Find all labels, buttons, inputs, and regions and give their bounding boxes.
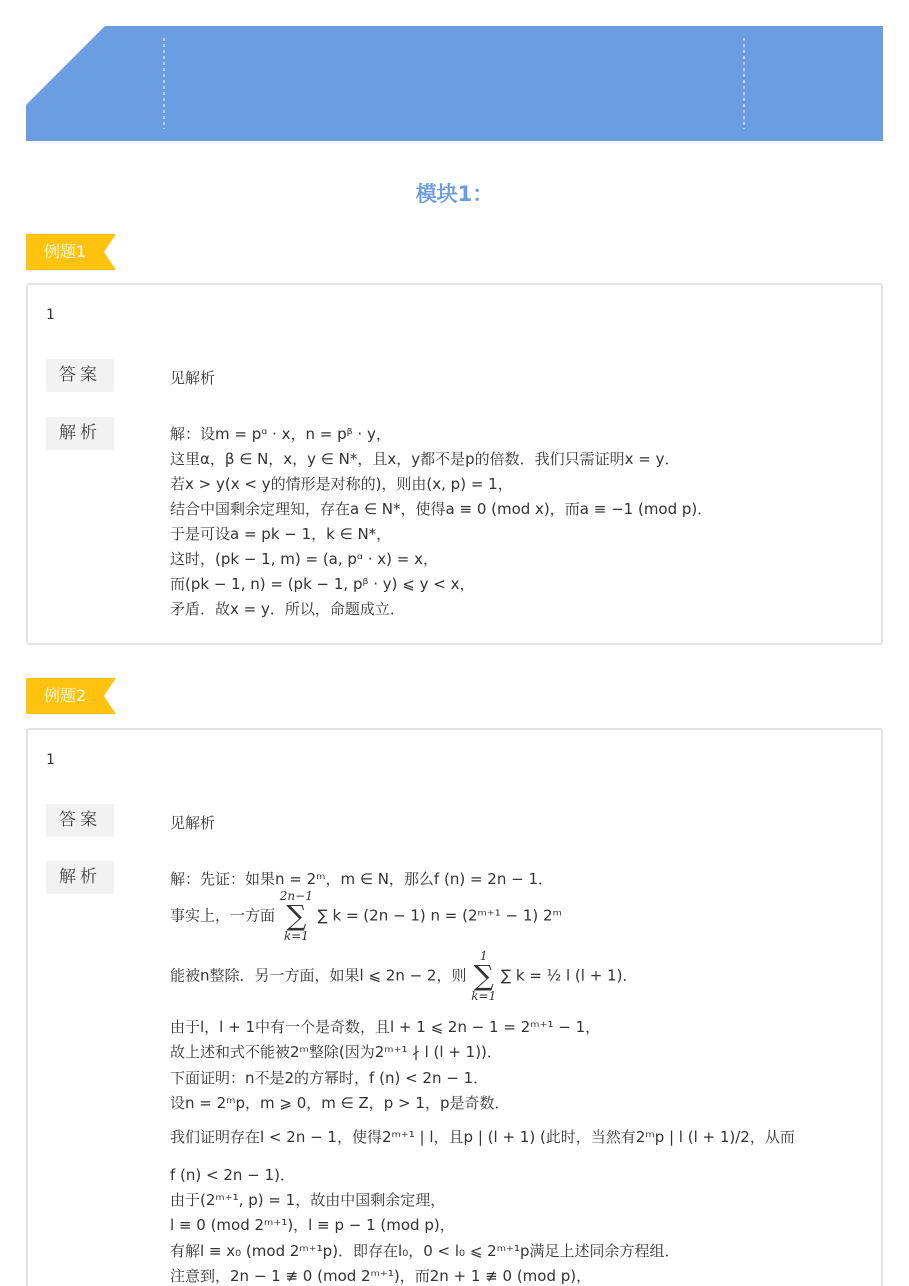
answer-label: 答案 (46, 804, 114, 837)
example-card-1 (26, 283, 883, 645)
analysis-label: 解析 (46, 861, 114, 894)
solution-text: 能被n整除．另一方面，如果l ⩽ 2n − 2，则 (170, 966, 467, 985)
solution-line: 而(pk − 1, n) = (pk − 1, pᵝ · y) ⩽ y < x， (170, 575, 475, 593)
sum-symbol: 2n−1 ∑ k=1 (279, 889, 313, 943)
solution-line: 由于l，l + 1中有一个是奇数，且l + 1 ⩽ 2n − 1 = 2ᵐ⁺¹ − 1， (170, 1018, 601, 1036)
sum-upper: 1 (479, 949, 488, 963)
sum-lower: k=1 (283, 929, 309, 943)
header-banner (26, 26, 883, 141)
solution-line: 解：先证：如果n = 2ᵐ，m ∈ N，那么f (n) = 2n − 1． (170, 870, 553, 888)
solution-line: 于是可设a = pk − 1，k ∈ N*， (170, 525, 392, 543)
solution-line: 我们证明存在l < 2n − 1，使得2ᵐ⁺¹ | l，且p | (l + 1) (此时，当然有2ᵐp | l (l + 1)/2，从而 (170, 1128, 795, 1146)
solution-line: 由于(2ᵐ⁺¹, p) = 1，故由中国剩余定理， (170, 1191, 446, 1209)
solution-line: 设n = 2ᵐp，m ⩾ 0，m ∈ Z，p > 1，p是奇数． (170, 1094, 510, 1112)
solution-line: 矛盾．故x = y．所以，命题成立． (170, 600, 405, 618)
solution-text: ∑ k = ½ l (l + 1)． (501, 966, 638, 985)
solution-line: 注意到，2n − 1 ≢ 0 (mod 2ᵐ⁺¹)，而2n + 1 ≢ 0 (mod p)， (170, 1267, 592, 1285)
solution-text: ∑ k = (2n − 1) n = (2ᵐ⁺¹ − 1) 2ᵐ (317, 906, 562, 925)
banner-shape (26, 26, 883, 141)
solution-line: 结合中国剩余定理知，存在a ∈ N*，使得a ≡ 0 (mod x)，而a ≡ −1 (mod p)． (170, 500, 713, 518)
answer-label: 答案 (46, 359, 114, 392)
answer-text: 见解析 (170, 814, 216, 832)
solution-line: 这时，(pk − 1, m) = (a, pᵅ · x) = x， (170, 550, 439, 568)
example-tag-1 (26, 234, 116, 270)
solution-line: 若x > y(x < y的情形是对称的)，则由(x, p) = 1， (170, 475, 513, 493)
solution-text: 事实上，一方面 (170, 906, 276, 925)
sum-symbol: 1 ∑ k=1 (471, 949, 497, 1003)
solution-line: 下面证明：n不是2的方幂时，f (n) < 2n − 1． (170, 1069, 489, 1087)
example-tag-2 (26, 678, 116, 714)
solution-line: 这里α，β ∈ N，x，y ∈ N*，且x，y都不是p的倍数．我们只需证明x = y． (170, 450, 680, 468)
sum-lower: k=1 (471, 989, 497, 1003)
module-title: 模块1： (415, 182, 494, 206)
solution-line: 有解l ≡ x₀ (mod 2ᵐ⁺¹p)．即存在l₀，0 < l₀ ⩽ 2ᵐ⁺¹p满足上述同余方程组． (170, 1242, 680, 1260)
solution-line-sum-1 (170, 890, 562, 942)
solution-line: 解：设m = pᵅ · x，n = pᵝ · y， (170, 425, 391, 443)
sum-upper: 2n−1 (279, 889, 313, 903)
example-tag-label: 例题1 (44, 242, 87, 261)
solution-line: l ≡ 0 (mod 2ᵐ⁺¹)，l ≡ p − 1 (mod p)， (170, 1216, 455, 1234)
analysis-label: 解析 (46, 417, 114, 450)
example-tag-label: 例题2 (44, 686, 87, 705)
question-number: 1 (46, 307, 55, 323)
solution-line: f (n) < 2n − 1)． (170, 1166, 295, 1184)
question-number: 1 (46, 752, 55, 768)
solution-line-sum-2 (170, 950, 637, 1002)
solution-line: 故上述和式不能被2ᵐ整除(因为2ᵐ⁺¹ ∤ l (l + 1))． (170, 1043, 502, 1061)
answer-text: 见解析 (170, 369, 216, 387)
example-card-2 (26, 728, 883, 1286)
